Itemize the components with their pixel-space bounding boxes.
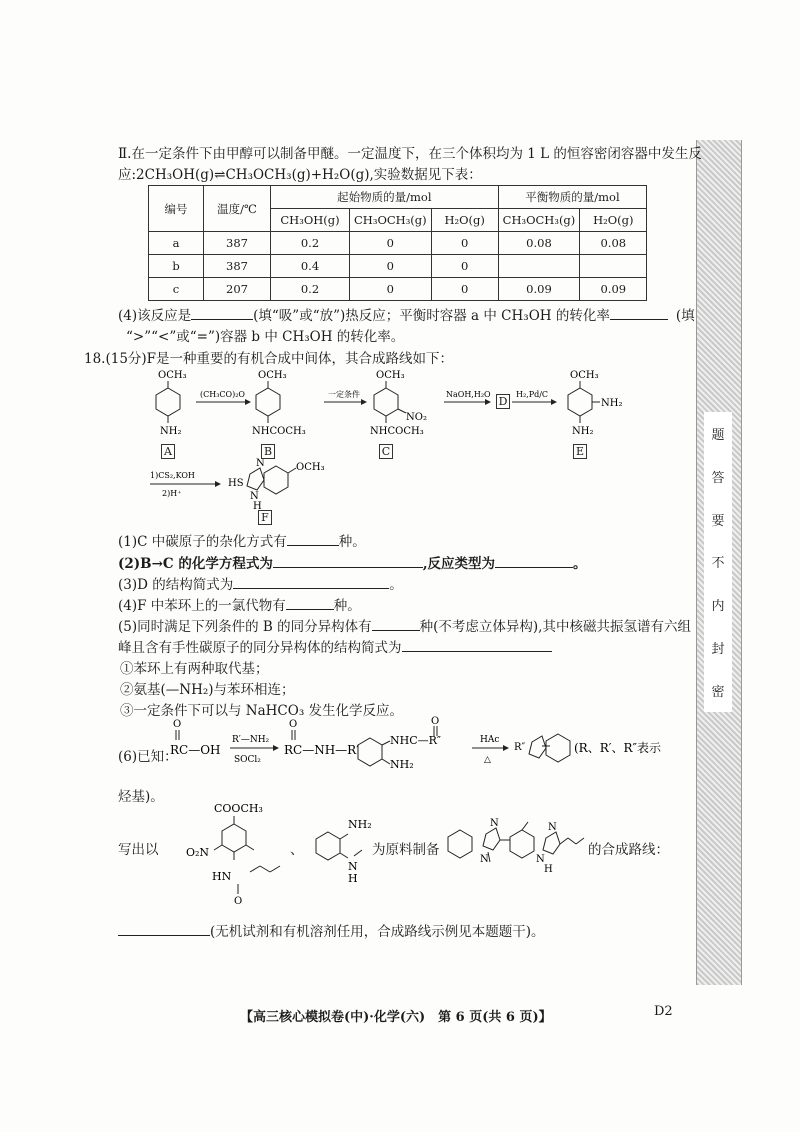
- q-text: (5)同时满足下列条件的 B 的同分异构体有: [118, 619, 372, 635]
- table-header-start: 起始物质的量/mol: [271, 186, 499, 209]
- group-nh2: NH₂: [601, 398, 623, 409]
- formula-rcooh: RC—OH: [170, 743, 221, 757]
- imidazole-ring-q6: [529, 736, 546, 758]
- table-subheader: CH₃OH(g): [271, 209, 350, 232]
- q5-cond1: ①苯环上有两种取代基；: [120, 661, 269, 677]
- atom-h: H: [348, 872, 358, 885]
- q6-separator: 、: [290, 842, 304, 858]
- table-header-eq: 平衡物质的量/mol: [498, 186, 647, 209]
- reagent-label: (CH₃CO)₂O: [200, 390, 245, 399]
- table-cell: 207: [204, 278, 271, 301]
- experiment-table: [148, 185, 647, 301]
- table-cell: [498, 255, 580, 278]
- table-cell: b: [149, 255, 204, 278]
- atom-n: N: [250, 491, 259, 502]
- atom-n: N: [348, 860, 358, 873]
- q5-cond3: ③一定条件下可以与 NaHCO₃ 发生化学反应。: [120, 703, 404, 719]
- atom-o: O: [173, 719, 182, 730]
- reagent-label: R′—NH₂: [232, 735, 270, 745]
- q5-cond2: ②氨基(—NH₂)与苯环相连；: [120, 682, 295, 698]
- q6-last-line: [118, 920, 545, 940]
- table-subheader: CH₃OCH₃(g): [350, 209, 432, 232]
- q6-note: (R、R′、R″表示: [574, 741, 661, 755]
- table-cell: c: [149, 278, 204, 301]
- atom-n: N: [256, 458, 265, 469]
- part2-line1: Ⅱ.在一定条件下由甲醇可以制备甲醚。一定温度下，在三个体积均为 1 L 的恒容密闭容器中发生反: [118, 146, 702, 162]
- seal-char: 答: [711, 470, 725, 486]
- table-cell: 0: [350, 255, 432, 278]
- q-text: (3)D 的结构简式为: [118, 577, 234, 593]
- imidazole-ring-target1: [483, 828, 500, 850]
- q6-end: 的合成路线：: [588, 842, 669, 858]
- benzene-ring-raw2: [316, 832, 340, 860]
- group-nh2: NH₂: [390, 758, 414, 771]
- benzene-ring-q6b: [546, 734, 570, 762]
- table-row: [149, 255, 647, 278]
- q4-line2: “>”“<”或“=”)容器 b 中 CH₃OH 的转化率。: [126, 329, 405, 345]
- group-nh2: NH₂: [572, 426, 594, 437]
- group-och3: OCH₃: [296, 462, 325, 473]
- q-text: (1)C 中碳原子的杂化方式有: [118, 534, 287, 550]
- reagent-label: △: [484, 755, 491, 765]
- table-row: [149, 278, 647, 301]
- benzene-ring-b: [256, 388, 280, 416]
- q-text: ,反应类型为: [422, 556, 496, 572]
- table-cell: 387: [204, 255, 271, 278]
- answer-blank[interactable]: [273, 555, 423, 568]
- q4-text: (4)该反应是: [118, 308, 192, 324]
- table-cell: 0: [350, 278, 432, 301]
- reagent-label: NaOH,H₂O: [446, 390, 491, 399]
- group-hn: HN: [212, 870, 232, 883]
- table-header-temp: 温度/℃: [204, 186, 271, 232]
- atom-n: N: [480, 854, 489, 865]
- reagent-label: SOCl₂: [234, 755, 261, 765]
- atom-h: H: [544, 864, 553, 875]
- table-subheader: CH₃OCH₃(g): [498, 209, 580, 232]
- group-cooch3: COOCH₃: [214, 802, 263, 815]
- table-cell: [580, 255, 647, 278]
- q-text: 。: [389, 577, 403, 593]
- table-cell: 0.09: [580, 278, 647, 301]
- seal-line-text: [704, 412, 732, 712]
- q-text: 峰且含有手性碳原子的同分异构体的结构简式为: [118, 640, 402, 656]
- q18-intro: 18.(15分)F是一种重要的有机合成中间体，其合成路线如下：: [84, 351, 454, 367]
- q-text: (2)B→C 的化学方程式为: [118, 556, 273, 572]
- imidazole-ring-f: [247, 468, 264, 490]
- q-text: (4)F 中苯环上的一氯代物有: [118, 598, 286, 614]
- atom-o: O: [431, 716, 440, 727]
- q4-line1: [118, 304, 695, 324]
- compound-label-c: C: [379, 444, 393, 459]
- table-row: [149, 232, 647, 255]
- benzene-ring-target1: [448, 830, 472, 858]
- compound-label-e: E: [573, 444, 587, 459]
- table-cell: 0: [431, 232, 498, 255]
- table-header-no: 编号: [149, 186, 204, 232]
- compound-label-d: D: [496, 394, 510, 409]
- atom-n: N: [490, 818, 499, 829]
- part2-line2: 应:2CH₃OH(g)⇌CH₃OCH₃(g)+H₂O(g),实验数据见下表：: [118, 167, 482, 183]
- table-subheader: H₂O(g): [580, 209, 647, 232]
- q1: [118, 530, 366, 550]
- group-och3: OCH₃: [570, 370, 599, 381]
- table-cell: 387: [204, 232, 271, 255]
- group-o2n: O₂N: [186, 846, 210, 859]
- table-cell: 0: [350, 232, 432, 255]
- atom-o: O: [289, 719, 298, 730]
- benzene-ring-e: [568, 388, 592, 416]
- q4-text: (填“吸”或“放”)热反应；平衡时容器 a 中 CH₃OH 的转化率: [253, 308, 610, 324]
- q-text: (无机试剂和有机溶剂任用，合成路线示例见本题题干)。: [210, 924, 545, 940]
- q-text: 种。: [338, 534, 366, 550]
- seal-char: 不: [711, 556, 725, 572]
- page-footer: 【高三核心模拟卷(中)·化学(六) 第 6 页(共 6 页)】: [240, 1010, 552, 1025]
- benzene-ring-raw1: [222, 824, 246, 852]
- answer-blank[interactable]: [233, 576, 389, 589]
- seal-char: 密: [711, 684, 725, 700]
- atom-h: H: [253, 501, 262, 512]
- table-cell: 0.08: [580, 232, 647, 255]
- reagent-label: 一定条件: [328, 390, 360, 399]
- compound-label-a: A: [161, 444, 175, 459]
- group-nh2: NH₂: [348, 818, 372, 831]
- benzene-ring-target2: [510, 830, 534, 858]
- benzene-ring-q6: [358, 738, 382, 766]
- table-cell: 0.09: [498, 278, 580, 301]
- seal-char: 封: [711, 642, 725, 658]
- group-hs: HS: [228, 478, 244, 489]
- atom-n: N: [548, 822, 557, 833]
- reagent-label: 1)CS₂,KOH: [150, 471, 195, 480]
- group-och3: OCH₃: [158, 370, 187, 381]
- seal-char: 要: [711, 513, 725, 529]
- group-och3: OCH₃: [258, 370, 287, 381]
- compound-label-b: B: [261, 444, 275, 459]
- q6-tail: 烃基)。: [118, 789, 164, 805]
- q6-write: 写出以: [118, 842, 159, 858]
- table-cell: 0.2: [271, 278, 350, 301]
- table-subheader: H₂O(g): [431, 209, 498, 232]
- table-cell: 0.4: [271, 255, 350, 278]
- q5: [118, 615, 691, 635]
- answer-blank[interactable]: [118, 923, 210, 936]
- benzene-ring-c: [374, 388, 398, 416]
- table-cell: 0: [431, 278, 498, 301]
- answer-blank[interactable]: [610, 307, 668, 320]
- q6-mid: 为原料制备: [372, 842, 440, 858]
- formula-nhc: NHC—R″: [390, 734, 442, 747]
- answer-blank[interactable]: [287, 533, 339, 546]
- seal-char: 内: [711, 599, 725, 615]
- reagent-label: 2)H⁺: [162, 489, 182, 498]
- benzene-ring-a: [156, 388, 180, 416]
- q4-text: (填: [675, 308, 695, 324]
- group-och3: OCH₃: [376, 370, 405, 381]
- formula-amide: RC—NH—R′: [284, 743, 359, 757]
- q6-known-reactions: [170, 716, 696, 786]
- q6-label: (6)已知：: [118, 749, 178, 765]
- imidazole-ring-target2: [543, 832, 560, 854]
- benzene-ring-f: [264, 466, 288, 494]
- synthesis-route: [110, 366, 690, 512]
- table-cell: 0: [431, 255, 498, 278]
- group-nh2: NH₂: [160, 426, 182, 437]
- q-text: 。: [573, 556, 587, 572]
- table-cell: 0.2: [271, 232, 350, 255]
- page-code: D2: [654, 1004, 673, 1019]
- table-cell: a: [149, 232, 204, 255]
- group-nhcoch3: NHCOCH₃: [370, 426, 424, 437]
- table-cell: 0.08: [498, 232, 580, 255]
- q-text: 种(不考虑立体异构),其中核磁共振氢谱有六组: [419, 619, 691, 635]
- q-text: 种。: [333, 598, 361, 614]
- answer-blank[interactable]: [372, 618, 420, 631]
- seal-char: 题: [711, 427, 725, 443]
- q3: [118, 573, 403, 593]
- reagent-label: H₂,Pd/C: [516, 390, 549, 399]
- atom-o: O: [234, 896, 243, 907]
- q4-f: [118, 594, 361, 614]
- reagent-label: HAc: [480, 735, 500, 745]
- answer-blank[interactable]: [286, 597, 334, 610]
- answer-blank[interactable]: [191, 307, 253, 320]
- q5-line2: [118, 636, 552, 656]
- group-r2: R″: [514, 742, 526, 753]
- group-no2: NO₂: [406, 412, 427, 423]
- compound-label-f: F: [258, 510, 272, 525]
- answer-blank[interactable]: [495, 555, 573, 568]
- group-nhcoch3: NHCOCH₃: [252, 426, 306, 437]
- q2: [118, 552, 587, 572]
- answer-blank[interactable]: [402, 639, 552, 652]
- atom-n: N: [536, 854, 545, 865]
